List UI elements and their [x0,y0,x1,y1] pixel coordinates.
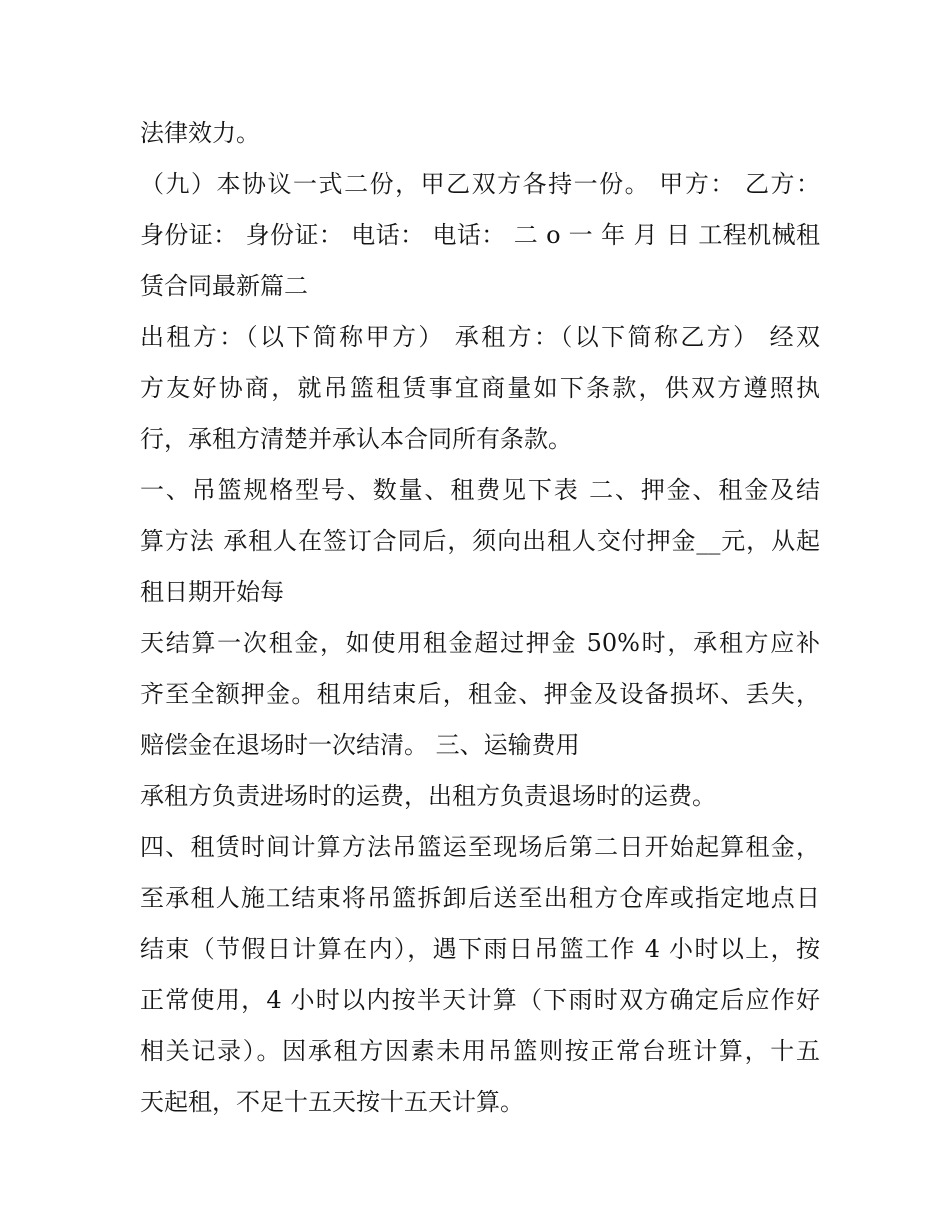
text-line: 天起租，不足十五天按十五天计算。 [140,1088,524,1116]
text-line: 赁合同最新篇二 [140,272,308,300]
text-line: 结束（节假日计算在内），遇下雨日吊篮工作 4 小时以上，按 [140,935,820,963]
text-line: 相关记录）。因承租方因素未用吊篮则按正常台班计算，十五 [140,1037,820,1065]
contract-text [140,108,820,1128]
text-line: 赔偿金在退场时一次结清。 三、运输费用 [140,731,580,759]
text-line: 一、吊篮规格型号、数量、租费见下表 二、押金、租金及结 [140,476,820,504]
text-line: 天结算一次租金，如使用租金超过押金 50%时，承租方应补 [140,629,820,657]
text-line: 四、租赁时间计算方法吊篮运至现场后第二日开始起算租金， [140,833,820,861]
text-line: 至承租人施工结束将吊篮拆卸后送至出租方仓库或指定地点日 [140,884,820,912]
text-line: 正常使用，4 小时以内按半天计算（下雨时双方确定后应作好 [140,986,820,1014]
text-line: 出租方：（以下简称甲方） 承租方：（以下简称乙方） 经双 [140,323,820,351]
text-line: 算方法 承租人在签订合同后，须向出租人交付押金__元，从起 [140,527,820,555]
text-line: 租日期开始每 [140,578,284,606]
text-line: 方友好协商，就吊篮租赁事宜商量如下条款，供双方遵照执 [140,374,820,402]
text-line: 行，承租方清楚并承认本合同所有条款。 [140,425,572,453]
text-line: （九）本协议一式二份，甲乙双方各持一份。 甲方： 乙方： [140,170,820,198]
text-line: 身份证： 身份证： 电话： 电话： 二 o 一 年 月 日 工程机械租 [140,221,820,249]
text-line: 法律效力。 [140,119,260,147]
text-line: 承租方负责进场时的运费，出租方负责退场时的运费。 [140,782,716,810]
text-line: 齐至全额押金。租用结束后，租金、押金及设备损坏、丢失， [140,680,820,708]
